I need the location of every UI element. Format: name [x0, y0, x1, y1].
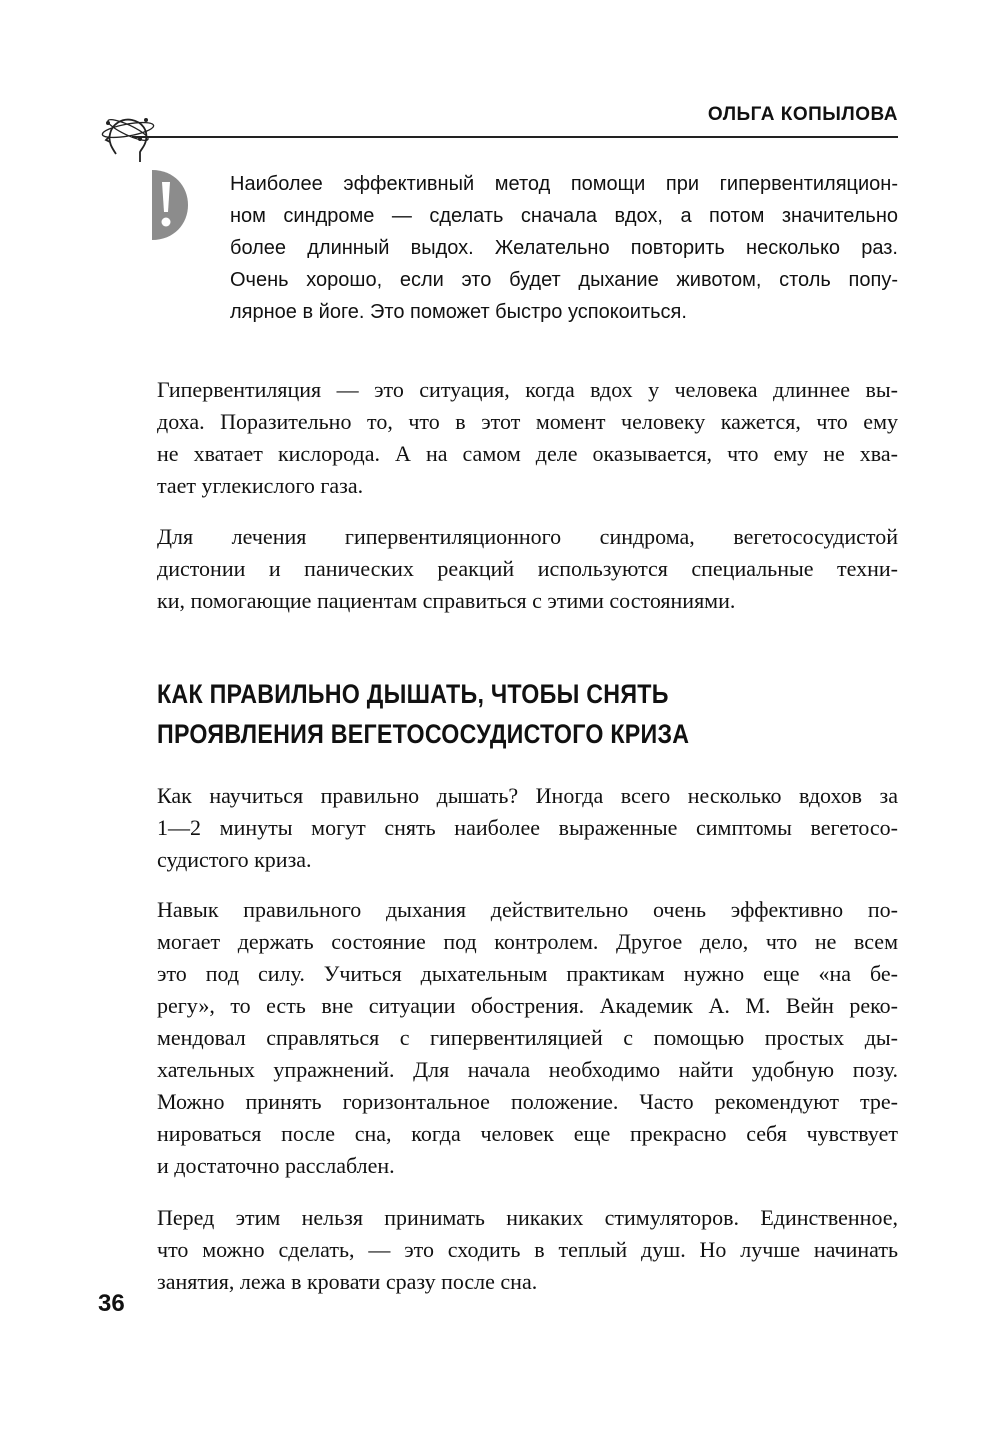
page-number: 36	[98, 1290, 125, 1317]
paragraph-line: тает углекислого газа.	[157, 473, 364, 498]
header-rule	[132, 136, 898, 138]
paragraph-line: дистонии и панических реакций используются специальные техни-	[157, 556, 898, 581]
paragraph-before-exercise	[157, 1202, 898, 1298]
paragraph-line: ки, помогающие пациентам справиться с этими состояниями.	[157, 588, 736, 613]
paragraph-breathing-skill	[157, 894, 898, 1182]
callout-line: лярное в йоге. Это поможет быстро успокоиться.	[230, 301, 687, 323]
paragraph-line: судистого криза.	[157, 847, 312, 872]
callout-line: более длинный выдох. Желательно повторить несколько раз.	[230, 237, 898, 259]
heading-line: ПРОЯВЛЕНИЯ ВЕГЕТОСОСУДИСТОГО КРИЗА	[157, 719, 690, 749]
paragraph-line: хательных упражнений. Для начала необходимо найти удобную позу.	[157, 1057, 898, 1082]
paragraph-line: занятия, лежа в кровати сразу после сна.	[157, 1269, 538, 1294]
exclamation-icon	[152, 170, 188, 240]
paragraph-line: мендовал справляться с гипервентиляцией с помощью простых ды-	[157, 1025, 898, 1050]
heading-line: КАК ПРАВИЛЬНО ДЫШАТЬ, ЧТОБЫ СНЯТЬ	[157, 679, 669, 709]
paragraph-line: Перед этим нельзя принимать никаких стимуляторов. Единственное,	[157, 1205, 898, 1230]
paragraph-line: не хватает кислорода. А на самом деле оказывается, что ему не хва-	[157, 441, 898, 466]
paragraph-line: что можно сделать, — это сходить в теплый душ. Но лучше начинать	[157, 1237, 898, 1262]
paragraph-treatment	[157, 521, 898, 617]
paragraph-line: доха. Поразительно то, что в этот момент человеку кажется, что ему	[157, 409, 898, 434]
paragraph-line: Можно принять горизонтальное положение. Часто рекомендуют тре-	[157, 1089, 898, 1114]
paragraph-line: могает держать состояние под контролем. Другое дело, что не всем	[157, 929, 898, 954]
paragraph-line: нироваться после сна, когда человек еще прекрасно себя чувствует	[157, 1121, 898, 1146]
paragraph-line: Как научиться правильно дышать? Иногда всего несколько вдохов за	[157, 783, 898, 808]
paragraph-line: это под силу. Учиться дыхательным практикам нужно еще «на бе-	[157, 961, 898, 986]
paragraph-line: Гипервентиляция — это ситуация, когда вдох у человека длиннее вы-	[157, 377, 898, 402]
paragraph-hyperventilation	[157, 374, 898, 502]
paragraph-how-to-breathe	[157, 780, 898, 876]
running-header-author: ОЛЬГА КОПЫЛОВА	[707, 104, 898, 125]
paragraph-line: и достаточно расслаблен.	[157, 1153, 395, 1178]
paragraph-line: Для лечения гипервентиляционного синдрома, вегетососудистой	[157, 524, 898, 549]
callout-line: Наиболее эффективный метод помощи при гипервентиляцион-	[230, 173, 898, 195]
paragraph-line: регу», то есть вне ситуации обострения. Академик А. М. Вейн реко-	[157, 993, 898, 1018]
callout-box	[230, 168, 898, 328]
section-heading	[157, 674, 794, 754]
paragraph-line: 1—2 минуты могут снять наиболее выраженные симптомы вегетосо-	[157, 815, 898, 840]
callout-line: ном синдроме — сделать сначала вдох, а потом значительно	[230, 205, 898, 227]
paragraph-line: Навык правильного дыхания действительно очень эффективно по-	[157, 897, 898, 922]
callout-line: Очень хорошо, если это будет дыхание животом, столь попу-	[230, 269, 898, 291]
